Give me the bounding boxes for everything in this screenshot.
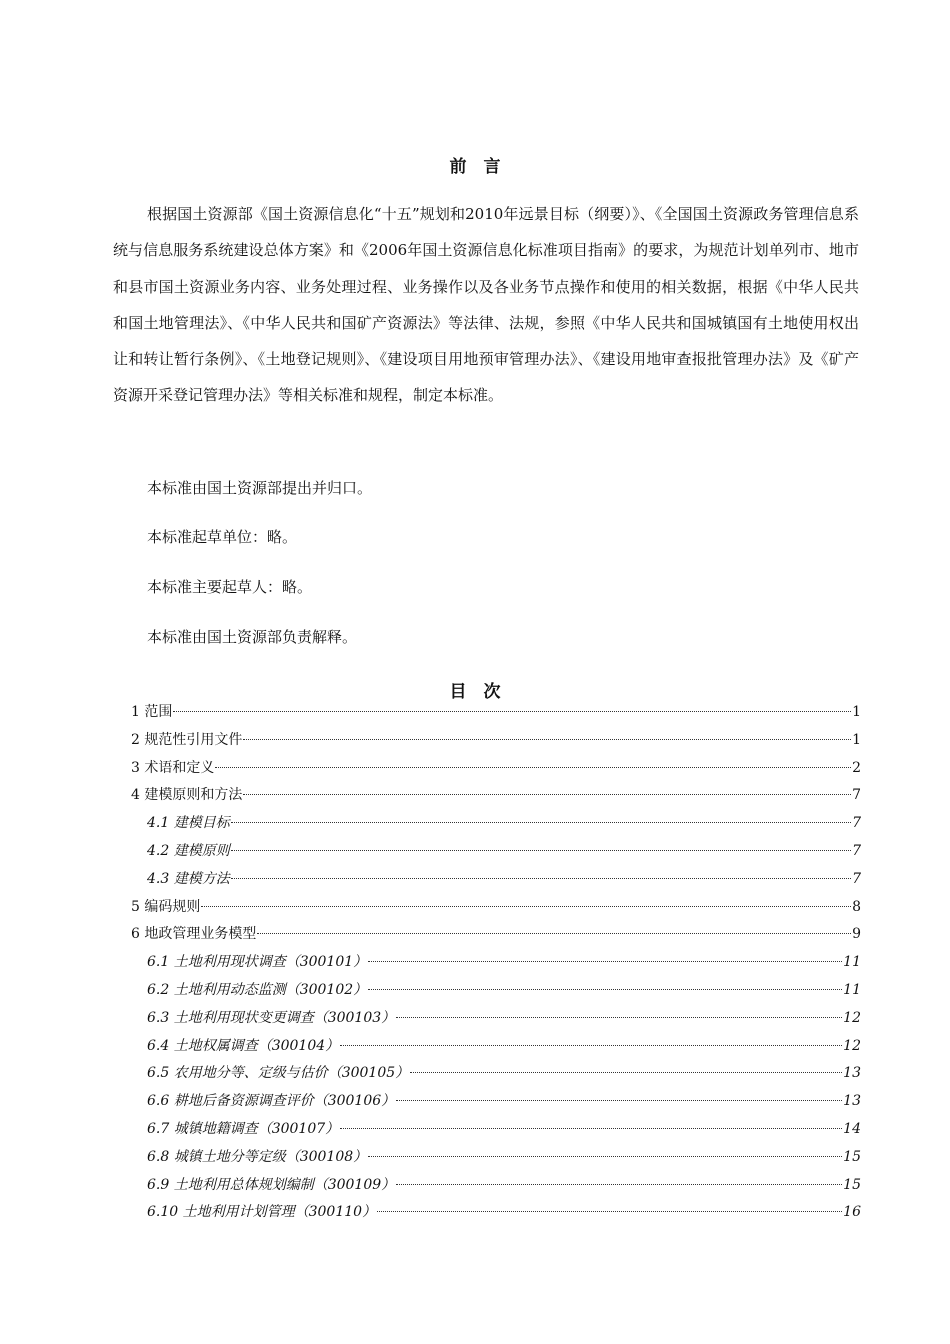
toc-leader-dots [396,1099,842,1101]
toc-entry[interactable] [131,951,861,979]
toc-entry-title: 4.3 建模方法 [147,870,230,887]
toc-entry[interactable] [131,923,861,951]
toc-entry-title: 1 范围 [131,704,173,720]
toc-entry-page: 7 [852,870,861,887]
toc-leader-dots [231,877,851,879]
toc-leader-dots [368,988,842,990]
toc-entry-page: 9 [852,926,861,943]
toc-leader-dots [340,1044,842,1046]
toc-entry[interactable] [131,1118,861,1146]
toc-leader-dots [377,1210,842,1212]
toc-entry-title: 6.8 城镇土地分等定级（300108） [147,1148,368,1165]
toc-entry-page: 13 [843,1065,861,1082]
toc-entry[interactable] [131,784,861,812]
toc-entry-page: 15 [843,1176,861,1193]
statement-drafters: 本标准主要起草人：略。 [147,578,313,596]
toc-entry-page: 16 [843,1204,861,1221]
toc-entry-page: 7 [852,842,861,859]
toc-entry[interactable] [131,868,861,896]
toc-entry-page: 7 [852,815,861,832]
toc-entry-title: 6.7 城镇地籍调查（300107） [147,1120,340,1137]
toc-leader-dots [368,1155,842,1157]
statement-proposer: 本标准由国土资源部提出并归口。 [147,479,373,497]
toc-entry[interactable] [131,896,861,924]
toc-entry-title: 6.1 土地利用现状调查（300101） [147,954,368,971]
toc-entry-page: 15 [843,1148,861,1165]
toc-entry-title: 6.5 农用地分等、定级与估价（300105） [147,1065,410,1082]
toc-entry-title: 6 地政管理业务模型 [131,926,257,943]
toc-entry-title: 6.3 土地利用现状变更调查（300103） [147,1009,396,1026]
toc-entry-page: 13 [843,1093,861,1110]
toc-entry-title: 6.10 土地利用计划管理（300110） [147,1204,377,1221]
toc-entry-page: 12 [843,1009,861,1026]
toc-entry-page: 1 [852,731,861,748]
statement-drafting-unit: 本标准起草单位：略。 [147,528,298,546]
toc-entry-page: 8 [852,898,861,915]
toc-entry[interactable] [131,1062,861,1090]
toc-leader-dots [215,766,851,768]
preface-body [113,196,859,414]
toc-entry-title: 4.2 建模原则 [147,842,230,859]
toc-entry-title: 5 编码规则 [131,898,201,915]
toc-entry[interactable] [131,701,861,729]
toc-leader-dots [243,738,851,740]
toc-entry[interactable] [131,812,861,840]
toc-entry-title: 6.4 土地权属调查（300104） [147,1037,340,1054]
toc-leader-dots [257,932,851,934]
preface-paragraph: 根据国土资源部《国土资源信息化“十五”规划和2010年远景目标（纲要）》、《全国国土资源政务管理信息系统与信息服务系统建设总体方案》和《2006年国土资源信息化标准项目指南》的要求，为规范计划单列市、地市和县市国土资源业务内容、业务处理过程、业务操作以及各业务节点操作和使用的相关数据，根据《中华人民共和国土地管理法》、《中华人民共和国矿产资源法》等法律、法规，参照《中华人民共和国城镇国有土地使用权出让和转让暂行条例》、《土地登记规则》、《建设项目用地预审管理办法》、《建设用地审查报批管理办法》及《矿产资源开采登记管理办法》等相关标准和规程，制定本标准。 [113,205,859,405]
statement-interpretation: 本标准由国土资源部负责解释。 [147,628,358,646]
table-of-contents [131,701,861,1229]
toc-entry-title: 3 术语和定义 [131,759,215,776]
toc-leader-dots [340,1127,842,1129]
toc-entry-title: 6.6 耕地后备资源调查评价（300106） [147,1093,396,1110]
toc-entry-title: 4 建模原则和方法 [131,787,243,804]
toc-entry[interactable] [131,1146,861,1174]
toc-leader-dots [396,1016,842,1018]
toc-entry[interactable] [131,1174,861,1202]
toc-entry[interactable] [131,1035,861,1063]
toc-leader-dots [231,849,851,851]
toc-leader-dots [173,710,851,712]
toc-leader-dots [201,905,851,907]
toc-entry-page: 7 [852,787,861,804]
toc-entry-title: 4.1 建模目标 [147,815,230,832]
toc-entry[interactable] [131,729,861,757]
toc-leader-dots [231,821,851,823]
toc-entry-title: 6.9 土地利用总体规划编制（300109） [147,1176,396,1193]
toc-entry-title: 6.2 土地利用动态监测（300102） [147,981,368,998]
toc-entry[interactable] [131,1007,861,1035]
toc-entry-page: 14 [843,1120,861,1137]
toc-entry-page: 11 [843,954,861,971]
toc-leader-dots [396,1183,842,1185]
toc-entry-page: 11 [843,981,861,998]
toc-entry[interactable] [131,840,861,868]
toc-entry-page: 2 [852,759,861,776]
toc-entry[interactable] [131,979,861,1007]
toc-leader-dots [368,960,842,962]
toc-entry[interactable] [131,1201,861,1229]
toc-entry[interactable] [131,757,861,785]
toc-entry-page: 12 [843,1037,861,1054]
toc-leader-dots [410,1071,842,1073]
preface-title: 前 言 [449,157,501,177]
toc-leader-dots [243,793,851,795]
toc-entry[interactable] [131,1090,861,1118]
toc-entry-title: 2 规范性引用文件 [131,731,243,748]
toc-entry-page: 1 [852,704,861,720]
toc-title: 目 次 [449,682,501,702]
